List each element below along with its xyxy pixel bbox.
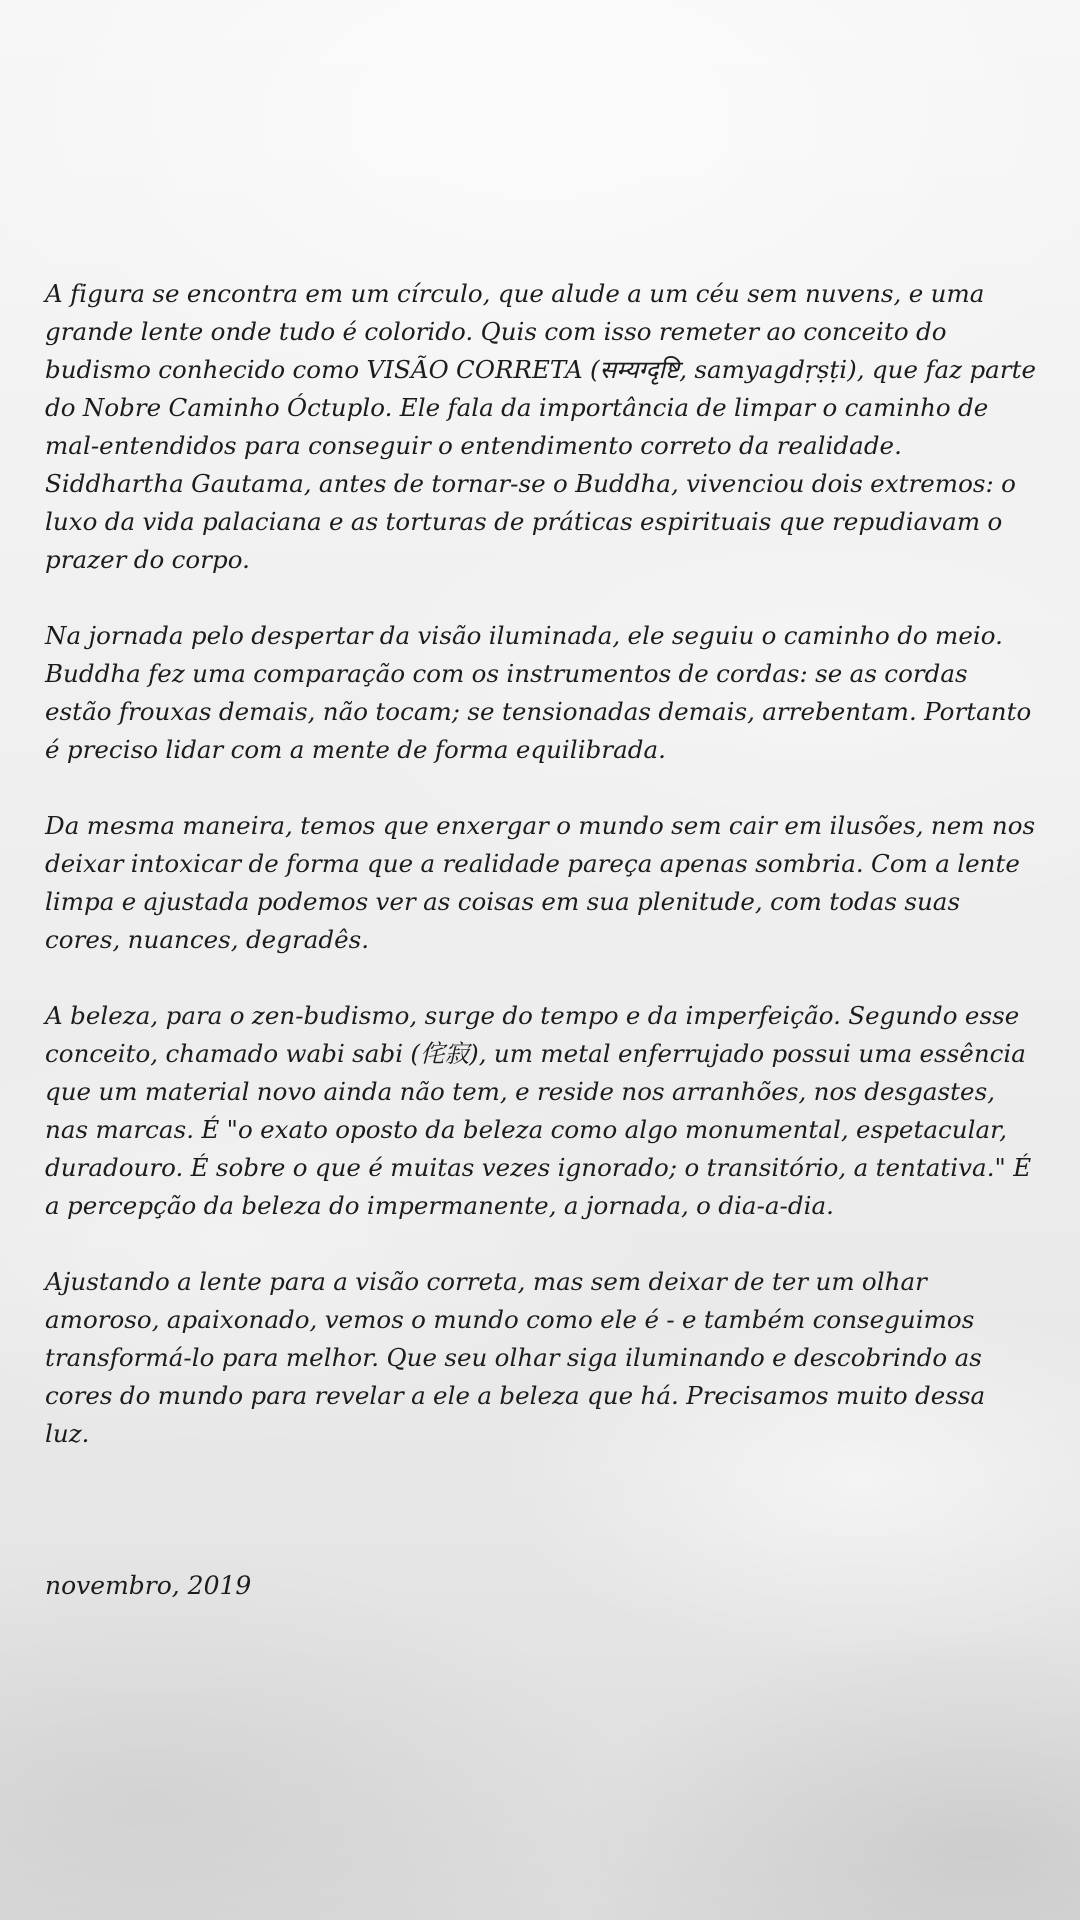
document-date: novembro, 2019	[45, 1571, 252, 1600]
paragraph-wabi-sabi: A beleza, para o zen-budismo, surge do tempo e da imperfeição. Segundo esse conceito, chamado wabi sabi (侘寂), um metal enferrujado possui uma essência que um material novo ainda não tem, e reside nos arranhões, nos desgastes, nas marcas. É "o exato oposto da beleza como algo monumental, espetacular, duradouro. É sobre o que é muitas vezes ignorado; o transitório, a tentativa." É a percepção da beleza do impermanente, a jornada, o dia-a-dia.	[45, 1001, 1032, 1220]
paragraph-conclusao: Ajustando a lente para a visão correta, mas sem deixar de ter um olhar amoroso, apaixonado, vemos o mundo como ele é - e também conseguimos transformá-lo para melhor. Que seu olhar siga iluminando e descobrindo as cores do mundo para revelar a ele a beleza que há. Precisamos muito dessa luz.	[45, 1267, 986, 1448]
paragraph-lente-limpa: Da mesma maneira, temos que enxergar o mundo sem cair em ilusões, nem nos deixar intoxicar de forma que a realidade pareça apenas sombria. Com a lente limpa e ajustada podemos ver as coisas em sua plenitude, com todas suas cores, nuances, degradês.	[45, 811, 1036, 954]
paragraph-caminho-do-meio: Na jornada pelo despertar da visão iluminada, ele seguiu o caminho do meio. Buddha fez uma comparação com os instrumentos de cordas: se as cordas estão frouxas demais, não tocam; se tensionadas demais, arrebentam. Portanto é preciso lidar com a mente de forma equilibrada.	[45, 621, 1032, 764]
document-body	[45, 275, 1037, 1491]
paragraph-visao-correta: A figura se encontra em um círculo, que alude a um céu sem nuvens, e uma grande lente onde tudo é colorido. Quis com isso remeter ao conceito do budismo conhecido como VISÃO CORRETA (सम्यग्दृष्टि, samyagdṛṣṭi), que faz parte do Nobre Caminho Óctuplo. Ele fala da importância de limpar o caminho de mal-entendidos para conseguir o entendimento correto da realidade. Siddhartha Gautama, antes de tornar-se o Buddha, vivenciou dois extremos: o luxo da vida palaciana e as torturas de práticas espirituais que repudiavam o prazer do corpo.	[45, 279, 1037, 574]
